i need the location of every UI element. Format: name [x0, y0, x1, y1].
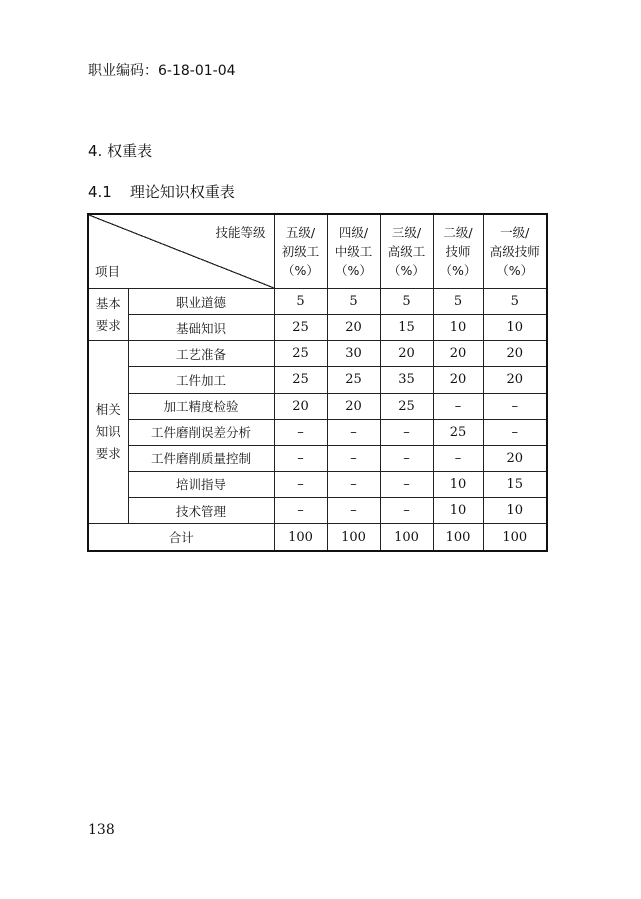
- value-cell: –: [327, 445, 380, 471]
- value-cell: 5: [483, 288, 547, 314]
- value-cell: 20: [380, 341, 433, 367]
- corner-top-label: 技能等级: [215, 225, 266, 240]
- weight-table-container: [87, 213, 546, 552]
- value-cell: 20: [327, 315, 380, 341]
- value-cell: 10: [483, 498, 547, 524]
- value-cell: –: [433, 393, 483, 419]
- value-cell: –: [327, 498, 380, 524]
- value-cell: –: [483, 393, 547, 419]
- value-cell: –: [327, 471, 380, 497]
- value-cell: 35: [380, 367, 433, 393]
- total-value: 100: [433, 524, 483, 551]
- value-cell: 5: [433, 288, 483, 314]
- row-item: 基础知识: [128, 315, 274, 341]
- total-value: 100: [274, 524, 327, 551]
- total-value: 100: [327, 524, 380, 551]
- level-header: 二级/ 技师 （%）: [433, 214, 483, 288]
- value-cell: 20: [274, 393, 327, 419]
- category-related: 相关 知识 要求: [88, 341, 128, 524]
- value-cell: 10: [433, 471, 483, 497]
- value-cell: 10: [433, 498, 483, 524]
- section-title: 4. 权重表: [88, 142, 153, 160]
- value-cell: 15: [483, 471, 547, 497]
- value-cell: –: [274, 445, 327, 471]
- value-cell: 25: [274, 367, 327, 393]
- value-cell: –: [483, 419, 547, 445]
- subsection-title: 理论知识权重表: [129, 183, 235, 201]
- value-cell: 5: [274, 288, 327, 314]
- value-cell: 10: [433, 315, 483, 341]
- category-basic: 基本 要求: [88, 288, 128, 340]
- table-row: [88, 419, 547, 445]
- corner-bottom-label: 项目: [95, 263, 121, 279]
- table-row: [88, 393, 547, 419]
- level-header: 四级/ 中级工 （%）: [327, 214, 380, 288]
- total-label: 合计: [88, 524, 274, 551]
- row-item: 工件磨削误差分析: [128, 419, 274, 445]
- weight-table: [87, 213, 548, 552]
- row-item: 工件磨削质量控制: [128, 445, 274, 471]
- value-cell: 25: [274, 315, 327, 341]
- total-value: 100: [483, 524, 547, 551]
- corner-cell: [88, 214, 274, 288]
- value-cell: 25: [274, 341, 327, 367]
- table-row: [88, 315, 547, 341]
- subsection-number: 4.1: [88, 183, 112, 201]
- value-cell: 20: [433, 367, 483, 393]
- header-row: [88, 214, 547, 288]
- value-cell: 20: [483, 341, 547, 367]
- table-row: [88, 498, 547, 524]
- table-row: [88, 341, 547, 367]
- value-cell: –: [380, 445, 433, 471]
- total-value: 100: [380, 524, 433, 551]
- row-item: 工艺准备: [128, 341, 274, 367]
- subsection-heading: [88, 181, 235, 202]
- row-item: 加工精度检验: [128, 393, 274, 419]
- value-cell: 20: [433, 341, 483, 367]
- level-header: 五级/ 初级工 （%）: [274, 214, 327, 288]
- value-cell: 20: [327, 393, 380, 419]
- table-row: [88, 288, 547, 314]
- total-row: [88, 524, 547, 551]
- table-row: [88, 367, 547, 393]
- table-row: [88, 445, 547, 471]
- row-item: 工件加工: [128, 367, 274, 393]
- value-cell: –: [380, 419, 433, 445]
- value-cell: 20: [483, 445, 547, 471]
- value-cell: –: [274, 498, 327, 524]
- value-cell: 25: [327, 367, 380, 393]
- value-cell: 10: [483, 315, 547, 341]
- row-item: 技术管理: [128, 498, 274, 524]
- level-header: 三级/ 高级工 （%）: [380, 214, 433, 288]
- occupation-code: 职业编码：6-18-01-04: [88, 63, 236, 79]
- value-cell: –: [274, 419, 327, 445]
- value-cell: –: [380, 498, 433, 524]
- value-cell: –: [327, 419, 380, 445]
- page-number: 138: [88, 822, 115, 838]
- value-cell: 20: [483, 367, 547, 393]
- value-cell: 25: [433, 419, 483, 445]
- value-cell: 5: [327, 288, 380, 314]
- value-cell: –: [274, 471, 327, 497]
- value-cell: –: [380, 471, 433, 497]
- row-item: 培训指导: [128, 471, 274, 497]
- row-item: 职业道德: [128, 288, 274, 314]
- table-row: [88, 471, 547, 497]
- value-cell: 30: [327, 341, 380, 367]
- value-cell: 5: [380, 288, 433, 314]
- value-cell: 25: [380, 393, 433, 419]
- level-header: 一级/ 高级技师 （%）: [483, 214, 547, 288]
- value-cell: –: [433, 445, 483, 471]
- value-cell: 15: [380, 315, 433, 341]
